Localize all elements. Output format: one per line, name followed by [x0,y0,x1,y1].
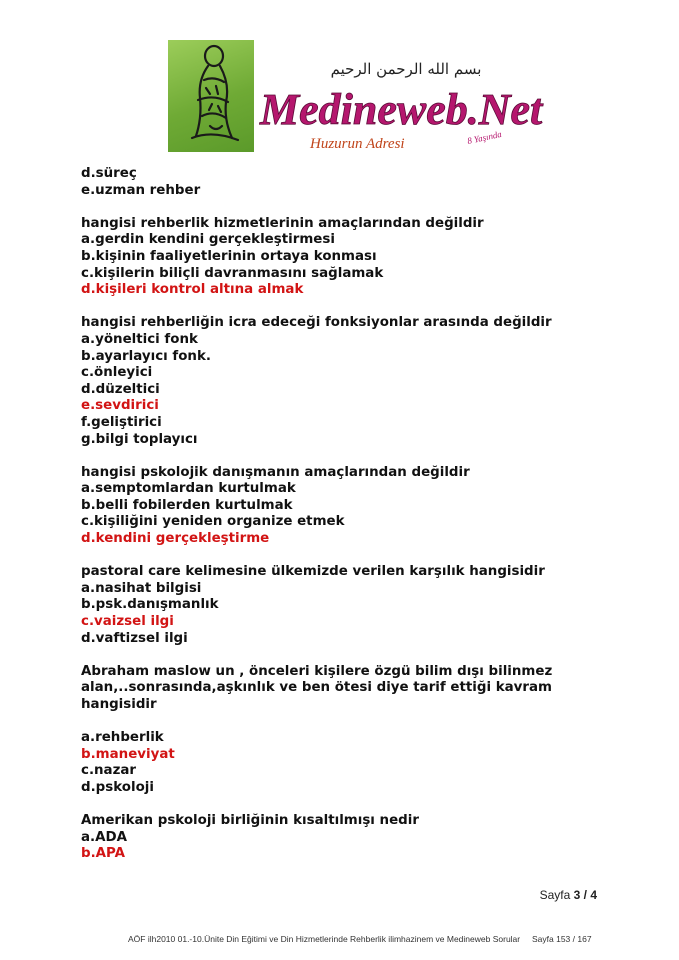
text-line: b.psk.danışmanlık [81,597,219,613]
page-current: 3 [573,888,581,902]
text-line: hangisi rehberlik hizmetlerinin amaçlarından değildir [81,215,484,231]
text-line: Abraham maslow un , önceleri kişilere özgü bilim dışı bilinmez [81,663,553,679]
blank-line [81,299,601,316]
blank-line [81,714,601,731]
text-line: pastoral care kelimesine ülkemizde verilen karşılık hangisidir [81,564,545,580]
text-line: b.belli fobilerden kurtulmak [81,497,293,513]
text-line: hangisi pskolojik danışmanın amaçlarından değildir [81,464,470,480]
text-line: a.gerdin kendini gerçekleştirmesi [81,232,335,248]
text-line: f.geliştirici [81,414,162,430]
text-line: alan,..sonrasında,aşkınlık ve ben ötesi diye tarif ettiği kavram [81,680,552,696]
correct-answer-line: d.kendini gerçekleştirme [81,531,270,547]
page-label: Sayfa [539,888,571,902]
page-total: 4 [590,888,597,902]
text-line: c.kişiliğini yeniden organize etmek [81,514,345,530]
text-line: e.uzman rehber [81,182,201,198]
text-line: Amerikan pskoloji birliğinin kısaltılmışı nedir [81,813,419,829]
brand-tagline: Huzurun Adresi [310,136,405,152]
text-line: c.önleyici [81,365,153,381]
footer-page-count: Sayfa 153 / 167 [532,934,592,944]
text-line: d.vaftizsel ilgi [81,630,188,646]
age-badge: 8 Yaşında [466,128,503,146]
blank-line [81,448,601,465]
text-line: b.kişinin faaliyetlerinin ortaya konması [81,248,377,264]
text-line: d.süreç [81,166,137,181]
text-line: a.rehberlik [81,730,164,746]
text-line: hangisi rehberliğin icra edeceği fonksiyonlar arasında değildir [81,315,552,331]
question-list [81,166,601,863]
correct-answer-line: e.sevdirici [81,398,159,414]
calligraphy-figure-icon [168,40,254,152]
blank-line [81,797,601,814]
text-line: d.pskoloji [81,779,154,795]
correct-answer-line: b.APA [81,846,125,862]
blank-line [81,548,601,565]
text-line: a.ADA [81,829,127,845]
text-line: d.düzeltici [81,381,160,397]
text-line: hangisidir [81,697,157,712]
text-line: c.nazar [81,763,137,779]
text-line: g.bilgi toplayıcı [81,431,198,447]
page-separator: / [583,888,587,902]
text-line: b.ayarlayıcı fonk. [81,348,211,364]
blank-line [81,647,601,664]
brand-wordmark [256,38,543,156]
text-line: a.nasihat bilgisi [81,580,202,596]
blank-line [81,199,601,216]
brand-name: Medineweb.Net [260,85,543,134]
basmala-calligraphy: بسم الله الرحمن الرحيم [330,60,482,78]
text-line: a.yöneltici fonk [81,331,198,347]
text-line: c.kişilerin biliçli davranmasını sağlamak [81,265,384,281]
page-number [540,888,597,902]
text-line: a.semptomlardan kurtulmak [81,481,296,497]
correct-answer-line: b.maneviyat [81,746,175,762]
correct-answer-line: d.kişileri kontrol altına almak [81,282,304,298]
calligraphy-figure-image [168,40,254,152]
correct-answer-line: c.vaizsel ilgi [81,614,174,630]
footer-text: AÖF ilh2010 01.-10.Ünite Din Eğitimi ve Din Hizmetlerinde Rehberlik ilimhazinem ve Medineweb Sorular [128,934,521,944]
footer [128,934,608,944]
site-logo [168,38,543,156]
